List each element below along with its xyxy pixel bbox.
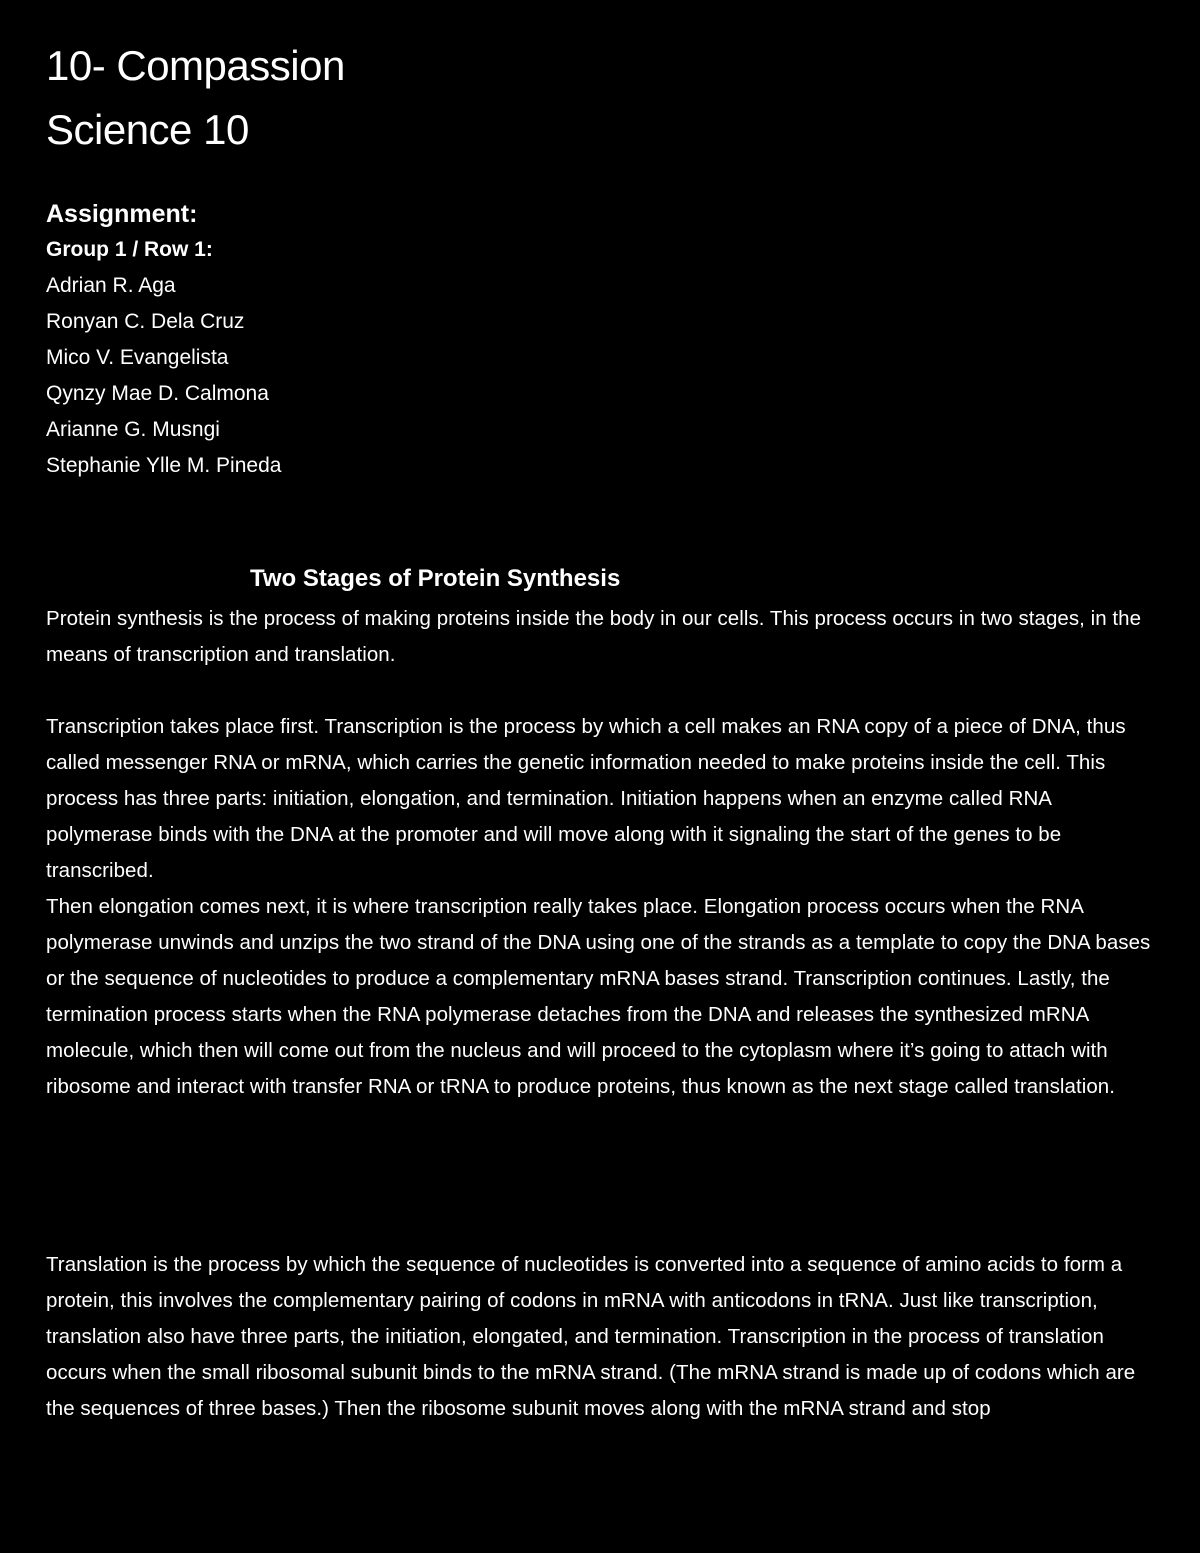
subject-title: Science 10 [46, 106, 249, 153]
member-name: Arianne G. Musngi [46, 418, 220, 441]
member-name: Stephanie Ylle M. Pineda [46, 454, 282, 477]
member-name: Mico V. Evangelista [46, 346, 229, 369]
paragraph-translation: Translation is the process by which the sequence of nucleotides is converted into a sequence of amino acids to form a protein, this involves the complementary pairing of codons in mRNA with anticodons in tRNA. Just like transcription, translation also have three parts, the initiation, elongated, and termination. Transcription in the process of translation occurs when the small ribosomal subunit binds to the mRNA strand. (The mRNA strand is made up of codons which are the sequences of three bases.) Then the ribosome subunit moves along with the mRNA strand and stop [46, 1253, 1136, 1420]
group-label: Group 1 / Row 1: [46, 238, 213, 261]
paragraph-elongation: Then elongation comes next, it is where transcription really takes place. Elongation process occurs when the RNA polymerase unwinds and unzips the two strand of the DNA using one of the strands as a template to copy the DNA bases or the sequence of nucleotides to produce a complementary mRNA bases strand. Transcription continues. Lastly, the termination process starts when the RNA polymerase detaches from the DNA and releases the synthesized mRNA molecule, which then will come out from the nucleus and will proceed to the cytoplasm where it’s going to attach with ribosome and interact with transfer RNA or tRNA to produce proteins, thus known as the next stage called translation. [46, 895, 1151, 1098]
member-name: Adrian R. Aga [46, 274, 176, 297]
member-name: Ronyan C. Dela Cruz [46, 310, 245, 333]
assignment-block [46, 196, 281, 484]
section-title: 10- Compassion [46, 42, 345, 89]
document-title: Two Stages of Protein Synthesis [250, 565, 621, 592]
document-header [46, 34, 345, 162]
assignment-label: Assignment: [46, 200, 198, 228]
paragraph-intro: Protein synthesis is the process of making proteins inside the body in our cells. This process occurs in two stages, in the means of transcription and translation. [46, 607, 1142, 666]
paragraph-transcription: Transcription takes place first. Transcription is the process by which a cell makes an RNA copy of a piece of DNA, thus called messenger RNA or mRNA, which carries the genetic information needed to make proteins inside the cell. This process has three parts: initiation, elongation, and termination. Initiation happens when an enzyme called RNA polymerase binds with the DNA at the promoter and will move along with it signaling the start of the genes to be transcribed. [46, 715, 1126, 882]
member-name: Qynzy Mae D. Calmona [46, 382, 269, 405]
